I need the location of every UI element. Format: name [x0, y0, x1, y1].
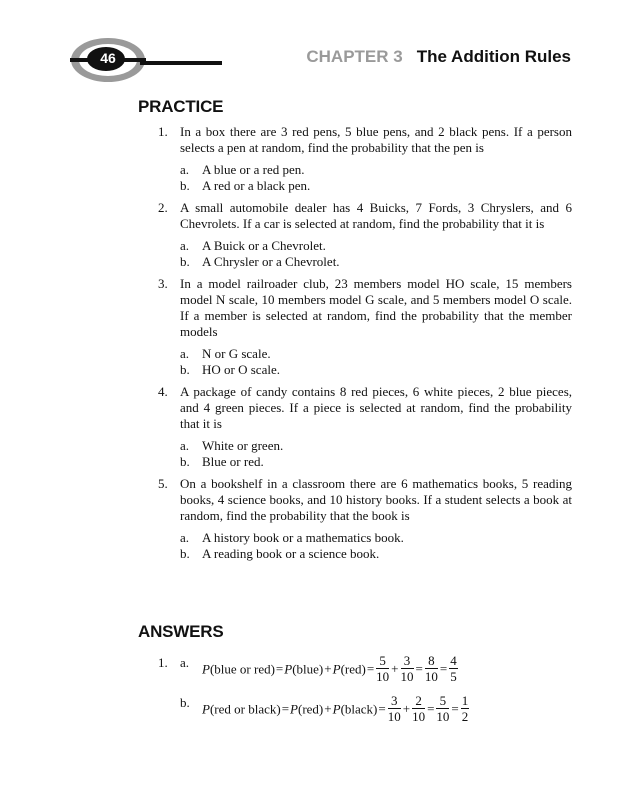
- problem-number: 2.: [158, 200, 168, 215]
- numerator: 8: [425, 653, 438, 669]
- answer-label: a.: [180, 655, 190, 670]
- denominator: 10: [412, 709, 426, 724]
- denominator: 10: [436, 709, 450, 724]
- problem-parts: [180, 162, 572, 194]
- numerator: 4: [450, 653, 457, 668]
- part-text: A reading book or a science book.: [202, 546, 380, 561]
- answer-row: [158, 680, 578, 724]
- part-text: N or G scale.: [202, 346, 271, 361]
- numerator: 3: [401, 653, 414, 669]
- answer-label: b.: [180, 695, 190, 710]
- rhs-event-a: (red): [298, 701, 324, 717]
- denominator: 2: [461, 709, 469, 724]
- part-text: A history book or a mathematics book.: [202, 530, 404, 545]
- fraction: [388, 693, 401, 724]
- part-text: HO or O scale.: [202, 362, 280, 377]
- lhs-event: (blue or red): [209, 661, 275, 677]
- part-label: b.: [180, 362, 190, 377]
- problem-parts: [180, 438, 572, 470]
- problem-number: 1.: [158, 124, 168, 139]
- problem-text: A small automobile dealer has 4 Buicks, 7 Fords, 3 Chryslers, and 6 Chevrolets. If a car is selected at random, find the probability that it is: [180, 200, 572, 231]
- problem-text: A package of candy contains 8 red pieces, 6 white pieces, 2 blue pieces, and 4 green pieces. If a piece is selected at random, find the probability that it is: [180, 384, 572, 431]
- fraction: [436, 693, 449, 724]
- problem-part: [180, 238, 572, 254]
- problem-part: [180, 346, 572, 362]
- denominator: 10: [400, 669, 414, 684]
- problem-part: [180, 454, 572, 470]
- header-rule: [140, 61, 222, 65]
- fraction: [461, 693, 470, 724]
- part-text: A red or a black pen.: [202, 178, 311, 193]
- part-label: a.: [180, 346, 190, 361]
- problem-part: [180, 530, 572, 546]
- part-label: b.: [180, 254, 190, 269]
- numerator: 2: [412, 693, 425, 709]
- part-label: a.: [180, 238, 190, 253]
- rhs-event-b: (red): [340, 661, 366, 677]
- problem-number: 3.: [158, 276, 168, 291]
- problem-parts: [180, 346, 572, 378]
- practice-heading: PRACTICE: [138, 97, 224, 116]
- problem-number: 4.: [158, 384, 168, 399]
- answer-equation: P(blue or red)=P(blue)+P(red)= $\frac{5}{10}$ + $\frac{3}{10}$ = $\frac{8}{10}$ = $\frac{4}{5}$: [202, 653, 457, 684]
- denominator: 10: [424, 669, 438, 684]
- answer-row: [158, 640, 578, 684]
- answers-heading: ANSWERS: [138, 622, 224, 641]
- problem-part: [180, 438, 572, 454]
- problem-part: [180, 254, 572, 270]
- practice-problem: [158, 476, 572, 562]
- chapter-label: CHAPTER 3: [306, 47, 403, 66]
- part-text: A blue or a red pen.: [202, 162, 305, 177]
- problem-number: 5.: [158, 476, 168, 491]
- part-text: A Chrysler or a Chevrolet.: [202, 254, 340, 269]
- rhs-event-a: (blue): [292, 661, 324, 677]
- problem-text: In a box there are 3 red pens, 5 blue pens, and 2 black pens. If a person selects a pen at random, find the probability that the pen is: [180, 124, 572, 155]
- denominator: 5: [450, 669, 457, 684]
- practice-problem: [158, 200, 572, 270]
- rhs-event-b: (black): [340, 701, 378, 717]
- part-label: b.: [180, 178, 190, 193]
- numerator: 5: [436, 693, 449, 709]
- denominator: 10: [376, 669, 390, 684]
- running-head: [306, 47, 571, 67]
- problem-parts: [180, 530, 572, 562]
- numerator: 1: [461, 693, 469, 708]
- part-label: a.: [180, 438, 190, 453]
- part-label: a.: [180, 162, 190, 177]
- answer-equation: P(red or black)=P(red)+P(black)= $\frac{3}{10}$ + $\frac{2}{10}$ = $\frac{5}{10}$ = $\frac{1}{2}$: [202, 693, 469, 724]
- problem-part: [180, 178, 572, 194]
- practice-problem: [158, 124, 572, 194]
- fraction: [412, 693, 425, 724]
- problem-part: [180, 362, 572, 378]
- answers-section: [158, 640, 578, 724]
- part-text: White or green.: [202, 438, 284, 453]
- answer-number: 1.: [158, 655, 168, 670]
- chapter-title: The Addition Rules: [416, 47, 571, 66]
- page-header: [0, 0, 635, 90]
- part-text: Blue or red.: [202, 454, 264, 469]
- part-text: A Buick or a Chevrolet.: [202, 238, 326, 253]
- page-number: 46: [100, 50, 116, 66]
- problem-parts: [180, 238, 572, 270]
- part-label: b.: [180, 546, 190, 561]
- part-label: b.: [180, 454, 190, 469]
- problem-text: On a bookshelf in a classroom there are 6 mathematics books, 5 reading books, 4 science books, and 10 history books. If a student selects a book at random, find the probability that the book is: [180, 476, 572, 523]
- part-label: a.: [180, 530, 190, 545]
- problem-part: [180, 162, 572, 178]
- practice-problems: [158, 124, 572, 568]
- page-number-badge: [70, 37, 146, 83]
- lhs-event: (red or black): [209, 701, 281, 717]
- problem-text: In a model railroader club, 23 members model HO scale, 15 members model N scale, 10 members model G scale, and 5 members model O scale. If a member is selected at random, find the probability that the member models: [180, 276, 572, 339]
- denominator: 10: [387, 709, 401, 724]
- numerator: 3: [388, 693, 401, 709]
- numerator: 5: [376, 653, 389, 669]
- practice-problem: [158, 384, 572, 470]
- practice-problem: [158, 276, 572, 378]
- problem-part: [180, 546, 572, 562]
